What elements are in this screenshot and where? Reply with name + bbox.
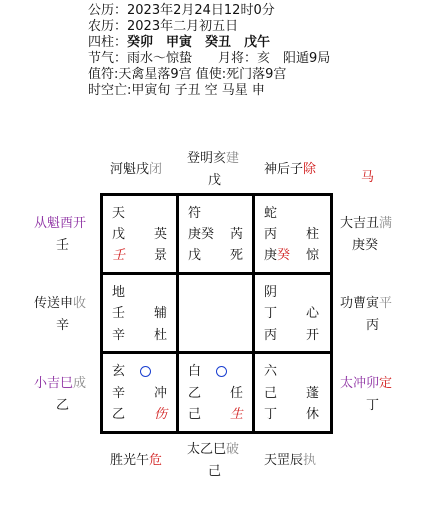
palace-sw-god: 玄 bbox=[112, 364, 126, 379]
palace-sw-stem1: 辛 bbox=[112, 386, 126, 401]
outer-left-upper-stem: 壬 bbox=[56, 238, 70, 253]
palace-se-star: 蓬 bbox=[306, 386, 320, 401]
outer-right-upper: 大吉丑满 bbox=[340, 216, 393, 231]
palace-sw-door: 伤 bbox=[154, 407, 168, 422]
lunar-date: 农历：2023年二月初五日 bbox=[88, 19, 239, 34]
outer-right-upper-stem: 庚癸 bbox=[352, 238, 379, 253]
palace-se-stem1: 己 bbox=[264, 386, 278, 401]
palace-ne-stem2: 庚癸 bbox=[264, 248, 291, 263]
nine-palace-grid bbox=[100, 193, 333, 434]
palace-nw-stem2: 壬 bbox=[112, 248, 126, 263]
palace-n-stem1: 庚癸 bbox=[188, 227, 215, 242]
outer-left-lower-stem: 乙 bbox=[56, 398, 70, 413]
palace-se-stem2: 丁 bbox=[264, 407, 278, 422]
palace-ne-star: 柱 bbox=[306, 227, 320, 242]
grid-line bbox=[100, 193, 103, 434]
palace-n-stem2: 戊 bbox=[188, 248, 202, 263]
palace-n-door: 死 bbox=[230, 248, 244, 263]
palace-e-stem2: 丙 bbox=[264, 328, 278, 343]
palace-s-door: 生 bbox=[230, 407, 244, 422]
void-circle-icon bbox=[216, 366, 227, 377]
palace-ne-door: 惊 bbox=[306, 248, 320, 263]
outer-left-lower: 小吉巳成 bbox=[34, 376, 87, 391]
palace-s-star: 任 bbox=[230, 386, 244, 401]
palace-ne-stem1: 丙 bbox=[264, 227, 278, 242]
outer-top-left: 河魁戌闭 bbox=[110, 162, 163, 177]
palace-sw-stem2: 乙 bbox=[112, 407, 126, 422]
four-pillars bbox=[88, 35, 270, 51]
palace-e-stem1: 丁 bbox=[264, 306, 278, 321]
grid-line bbox=[100, 272, 333, 275]
palace-e-star: 心 bbox=[306, 306, 320, 321]
palace-w-stem1: 壬 bbox=[112, 306, 126, 321]
palace-w-god: 地 bbox=[112, 285, 126, 300]
outer-top-center-stem: 戊 bbox=[208, 173, 222, 188]
grid-line bbox=[252, 193, 255, 434]
outer-bottom-center-stem: 己 bbox=[208, 464, 222, 479]
outer-right-lower: 太冲卯定 bbox=[340, 376, 393, 391]
duty-info: 值符:天禽星落9宫 值使:死门落9宫 bbox=[88, 67, 287, 82]
palace-ne-god: 蛇 bbox=[264, 206, 278, 221]
four-pillars-label: 四柱： bbox=[88, 35, 128, 50]
outer-left-upper: 从魁酉开 bbox=[34, 216, 87, 231]
palace-se-god: 六 bbox=[264, 364, 278, 379]
palace-w-stem2: 辛 bbox=[112, 328, 126, 343]
void-circle-icon bbox=[140, 366, 151, 377]
palace-e-door: 开 bbox=[306, 328, 320, 343]
palace-w-door: 杜 bbox=[154, 328, 168, 343]
outer-top-center: 登明亥建 bbox=[187, 151, 240, 166]
outer-right-middle-stem: 丙 bbox=[366, 318, 380, 333]
grid-line bbox=[176, 193, 179, 434]
gregorian-date: 公历：2023年2月24日12时0分 bbox=[88, 3, 275, 18]
grid-line bbox=[330, 193, 333, 434]
outer-right-lower-stem: 丁 bbox=[366, 398, 380, 413]
grid-line bbox=[100, 431, 333, 434]
four-pillars-value: 癸卯 甲寅 癸丑 戊午 bbox=[127, 35, 271, 50]
palace-w-star: 辅 bbox=[154, 306, 168, 321]
outer-left-middle-stem: 辛 bbox=[56, 318, 70, 333]
void-info: 时空亡:甲寅旬 子丑 空 马星 申 bbox=[88, 83, 265, 98]
palace-e-god: 阴 bbox=[264, 285, 278, 300]
horse-star-marker: 马 bbox=[361, 170, 375, 185]
palace-s-god: 白 bbox=[188, 364, 202, 379]
grid-line bbox=[100, 193, 333, 196]
outer-bottom-left: 胜光午危 bbox=[110, 453, 163, 468]
palace-n-star: 芮 bbox=[230, 227, 244, 242]
palace-s-stem2: 己 bbox=[188, 407, 202, 422]
palace-s-stem1: 乙 bbox=[188, 386, 202, 401]
grid-line bbox=[100, 351, 333, 354]
palace-se-door: 休 bbox=[306, 407, 320, 422]
palace-nw-star: 英 bbox=[154, 227, 168, 242]
palace-nw-god: 天 bbox=[112, 206, 126, 221]
outer-left-middle: 传送申收 bbox=[34, 296, 87, 311]
solar-term: 节气：雨水～惊蛰 月将：亥 阳遁9局 bbox=[88, 51, 331, 66]
palace-nw-door: 景 bbox=[154, 248, 168, 263]
outer-bottom-center: 太乙巳破 bbox=[187, 442, 240, 457]
outer-top-right: 神后子除 bbox=[264, 162, 317, 177]
palace-sw-star: 冲 bbox=[154, 386, 168, 401]
outer-right-middle: 功曹寅平 bbox=[340, 296, 393, 311]
palace-nw-stem1: 戊 bbox=[112, 227, 126, 242]
palace-n-god: 符 bbox=[188, 206, 202, 221]
outer-bottom-right: 天罡辰执 bbox=[264, 453, 317, 468]
